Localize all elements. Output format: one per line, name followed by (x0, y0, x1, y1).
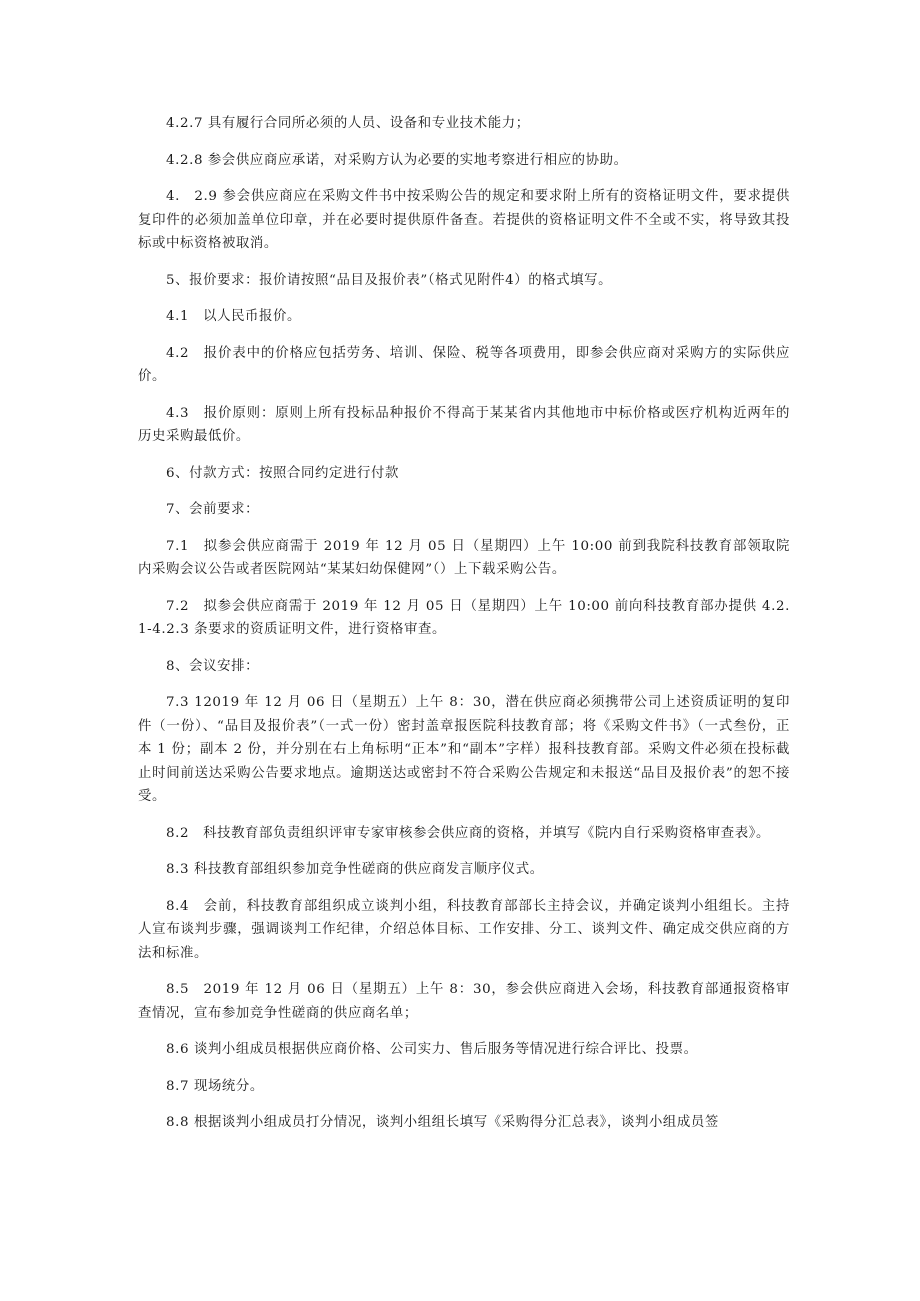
paragraph-8-7: 8.7 现场统分。 (166, 1078, 264, 1094)
paragraph-4-2-7: 4.2.7 具有履行合同所必须的人员、设备和专业技术能力； (166, 116, 530, 131)
paragraph-4-2: 4.2 报价表中的价格应包括劳务、培训、保险、税等各项费用，即参会供应商对采购方的实际供应价。 (138, 345, 790, 384)
paragraph-7-1: 7.1 拟参会供应商需于 2019 年 12 月 05 日（星期四）上午 10:00 前到我院科技教育部领取院内采购会议公告或者医院网站“某某妇幼保健网”（）上下载采购公告。 (138, 538, 790, 577)
paragraph-quote-requirements: 5、报价要求：报价请按照“品目及报价表”（格式见附件4）的格式填写。 (166, 272, 613, 288)
paragraph-4-3: 4.3 报价原则：原则上所有投标品种报价不得高于某某省内其他地市中标价格或医疗机构近两年的历史采购最低价。 (138, 405, 790, 444)
paragraph-8-4: 8.4 会前，科技教育部组织成立谈判小组，科技教育部部长主持会议，并确定谈判小组组长。主持人宣布谈判步骤，强调谈判工作纪律，介绍总体目标、工作安排、分工、谈判文件、确定成交供应商的方法和标准。 (138, 898, 790, 961)
paragraph-8-5: 8.5 2019 年 12 月 06 日（星期五）上午 8：30，参会供应商进入会场，科技教育部通报资格审查情况，宣布参加竞争性磋商的供应商名单； (138, 982, 790, 1021)
paragraph-7-2: 7.2 拟参会供应商需于 2019 年 12 月 05 日（星期四）上午 10:00 前向科技教育部办提供 4.2.1-4.2.3 条要求的资质证明文件，进行资格审查。 (138, 598, 790, 637)
paragraph-8-2: 8.2 科技教育部负责组织评审专家审核参会供应商的资格，并填写《院内自行采购资格审查表》。 (166, 825, 770, 841)
paragraph-4-1: 4.1 以人民币报价。 (166, 309, 302, 324)
paragraph-7-3: 7.3 12019 年 12 月 06 日（星期五）上午 8：30，潜在供应商必须携带公司上述资质证明的复印件（一份）、“品目及报价表”（一式一份）密封盖章报医院科技教育部；将《采购文件书》（一式叁份，正本 1 份；副本 2 份，并分别在右上角标明“正本”和“副本”字样）报科技教育部。采购文件必须在投标截止时间前送达采购公告要求地点。逾期送达或密封不符合采购公告规定和未报送“品目及报价表”的恕不接受。 (138, 695, 790, 804)
paragraph-4-2-8: 4.2.8 参会供应商应承诺，对采购方认为必要的实地考察进行相应的协助。 (166, 152, 628, 168)
paragraph-8-6: 8.6 谈判小组成员根据供应商价格、公司实力、售后服务等情况进行综合评比、投票。 (166, 1042, 698, 1057)
paragraph-payment-method: 6、付款方式：按照合同约定进行付款 (166, 465, 399, 481)
paragraph-pre-meeting-requirements: 7、会前要求： (166, 502, 260, 517)
paragraph-meeting-arrangement: 8、会议安排： (166, 658, 260, 674)
paragraph-4-2-9: 4. 2.9 参会供应商应在采购文件书中按采购公告的规定和要求附上所有的资格证明文件，要求提供复印件的必须加盖单位印章，并在必要时提供原件备查。若提供的资格证明文件不全或不实，将导致其投标或中标资格被取消。 (138, 189, 790, 251)
paragraph-8-3: 8.3 科技教育部组织参加竞争性磋商的供应商发言顺序仪式。 (166, 862, 544, 877)
paragraph-8-8: 8.8 根据谈判小组成员打分情况，谈判小组组长填写《采购得分汇总表》，谈判小组成员签 (166, 1115, 719, 1130)
document-body (138, 112, 790, 1148)
